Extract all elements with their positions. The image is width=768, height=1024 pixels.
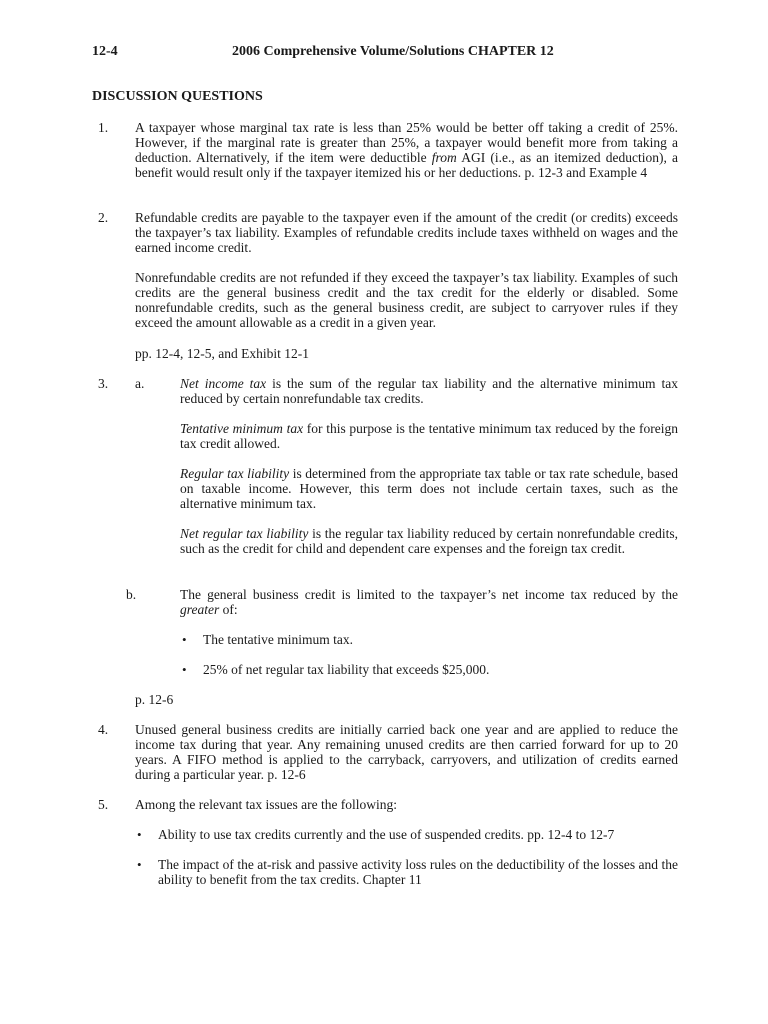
q3-p1-text: is the sum of the regular tax liability and the alternative minimum tax reduced by certain nonrefundable tax credits.: [180, 376, 678, 406]
q3-regular-tax-liability-definition: [180, 466, 678, 511]
question-5-number: 5.: [98, 797, 109, 812]
q3-b-text-b: of:: [219, 602, 238, 617]
question-2-paragraph-2: Nonrefundable credits are not refunded if they exceed the taxpayer’s tax liability. Examples of such credits are the general business credit and the tax credit for the elderly or disabled. Some nonrefundable credits, such as the general business credit, are subject to carryover rules if they exceed the amount allowable as a credit in a given year.: [135, 270, 678, 330]
question-3-part-a-label: a.: [135, 376, 145, 391]
q3-p3-text: is determined from the appropriate tax table or tax rate schedule, based on taxable income. However, this term does not include certain taxes, such as the alternative minimum tax.: [180, 466, 678, 511]
running-header-title: 2006 Comprehensive Volume/Solutions CHAPTER 12: [232, 44, 554, 59]
question-3-reference: p. 12-6: [135, 692, 174, 707]
q3-tentative-minimum-tax-definition: [180, 421, 678, 451]
section-title: DISCUSSION QUESTIONS: [92, 89, 263, 104]
page-number: 12-4: [92, 44, 118, 59]
q3-b-text-a: The general business credit is limited to the taxpayer’s net income tax reduced by the: [180, 587, 678, 602]
bullet-icon: •: [182, 632, 187, 647]
q3-term-tentative-minimum-tax: Tentative minimum tax: [180, 421, 304, 436]
bullet-icon: •: [182, 662, 187, 677]
q5-bullet-2: The impact of the at-risk and passive activity loss rules on the deductibility of the losses and the ability to benefit from the tax credits. Chapter 11: [158, 857, 678, 887]
q3-term-net-regular-tax-liability: Net regular tax liability: [180, 526, 309, 541]
q3-bullet-1: The tentative minimum tax.: [203, 632, 353, 647]
question-3-part-b-label: b.: [126, 587, 137, 602]
question-2-paragraph-1: Refundable credits are payable to the taxpayer even if the amount of the credit (or credits) exceeds the taxpayer’s tax liability. Examples of refundable credits include taxes withheld on wages and the earned income credit.: [135, 210, 678, 255]
q3-term-regular-tax-liability: Regular tax liability: [180, 466, 290, 481]
q1-text-em: from: [431, 150, 457, 165]
question-1-number: 1.: [98, 120, 109, 135]
question-4-answer: Unused general business credits are initially carried back one year and are applied to reduce the income tax during that year. Any remaining unused credits are then carried forward for up to 20 years. A FIFO method is applied to the carryback, carryovers, and utilization of credits earned during a particular year. p. 12-6: [135, 722, 678, 782]
bullet-icon: •: [137, 827, 142, 842]
question-5-intro: Among the relevant tax issues are the following:: [135, 797, 398, 812]
q3-net-regular-tax-liability-definition: [180, 526, 678, 556]
q3-b-text-em: greater: [180, 602, 220, 617]
q5-bullet-1: Ability to use tax credits currently and the use of suspended credits. pp. 12-4 to 12-7: [158, 827, 615, 842]
q1-text-b: AGI (i.e., as an itemized deduction), a benefit would result only if the taxpayer itemized his or her deductions. p. 12-3 and Example 4: [135, 150, 678, 180]
question-2-number: 2.: [98, 210, 109, 225]
q3-term-net-income-tax: Net income tax: [180, 376, 267, 391]
bullet-icon: •: [137, 857, 142, 872]
q3-p4-text: is the regular tax liability reduced by certain nonrefundable credits, such as the credit for child and dependent care expenses and the foreign tax credit.: [180, 526, 678, 556]
question-1-answer: [135, 120, 678, 180]
q1-text-a: A taxpayer whose marginal tax rate is less than 25% would be better off taking a credit of 25%. However, if the marginal rate is greater than 25%, a taxpayer would benefit more from taking a deduction. Alternatively, if the item were deductible: [135, 120, 678, 165]
question-2-reference: pp. 12-4, 12-5, and Exhibit 12-1: [135, 346, 309, 361]
q3-p2-text: for this purpose is the tentative minimum tax reduced by the foreign tax credit allowed.: [180, 421, 678, 451]
question-3-number: 3.: [98, 376, 109, 391]
q3-part-b-text: [180, 587, 678, 617]
question-4-number: 4.: [98, 722, 109, 737]
q3-net-income-tax-definition: [180, 376, 678, 406]
q3-bullet-2: 25% of net regular tax liability that exceeds $25,000.: [203, 662, 490, 677]
